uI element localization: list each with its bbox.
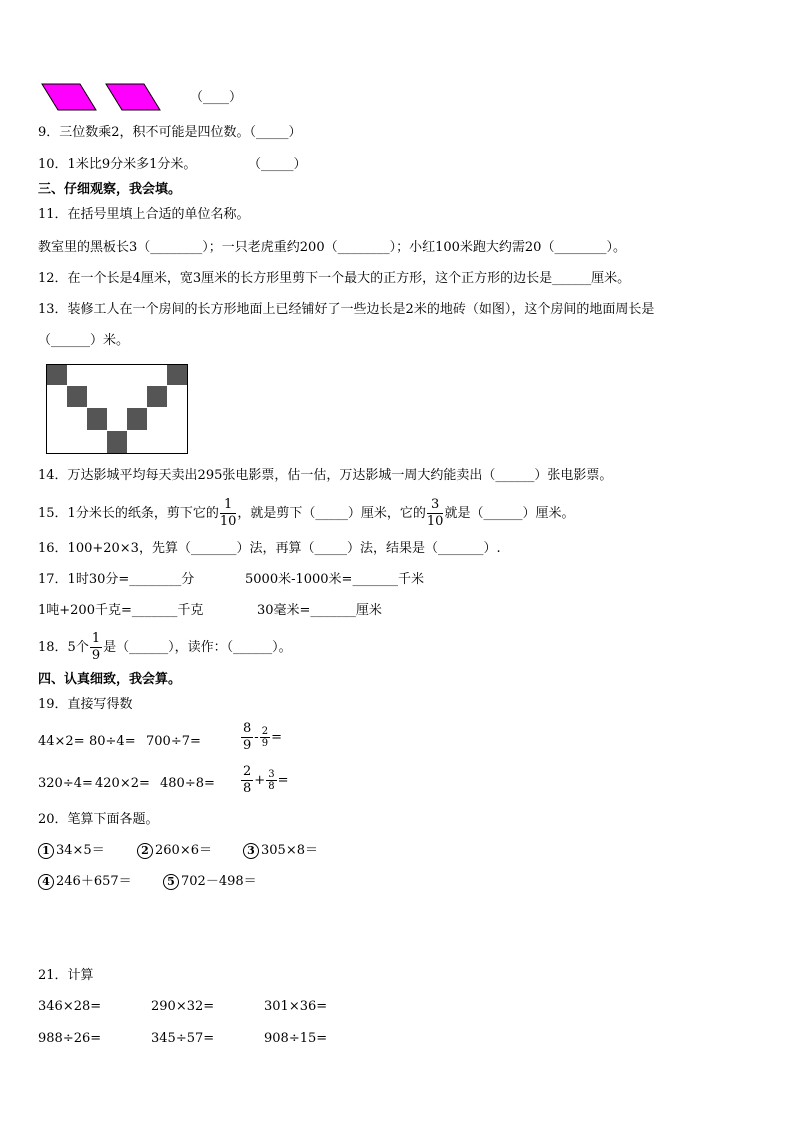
question-21-title: 21．计算 <box>38 968 94 983</box>
tile <box>47 365 67 385</box>
equals: = <box>277 773 289 788</box>
calc-item: 80÷4= <box>89 734 136 749</box>
question-15 <box>38 496 574 532</box>
fraction-denominator: 9 <box>243 738 252 753</box>
calc-item: 908÷15= <box>264 1031 328 1046</box>
q18-part-2: 是（______），读作：（______）。 <box>103 640 292 655</box>
fraction-1-10 <box>220 497 237 530</box>
expression: 246＋657＝ <box>56 874 132 889</box>
question-16: 16．100+20×3，先算（_______）法，再算（_____）法，结果是（_______）. <box>38 541 501 556</box>
q15-part-2: ，就是剪下（_____）厘米，它的 <box>237 506 426 521</box>
calc-item: 44×2= <box>38 734 85 749</box>
tile <box>147 386 167 407</box>
question-11-line: 教室里的黑板长3（________）；一只老虎重约200（________）；小红100米跑大约需20（________）。 <box>38 240 626 255</box>
calc-item: 700÷7= <box>146 734 201 749</box>
question-13: 13．装修工人在一个房间的长方形地面上已经铺好了一些边长是2米的地砖（如图），这个房间的地面周长是 <box>38 302 655 317</box>
written-calc-2 <box>137 842 212 860</box>
fraction <box>260 726 270 749</box>
q18-part-1: 18．5个 <box>38 640 89 655</box>
parallelogram-1 <box>42 84 96 110</box>
calc-item: 420×2= <box>95 776 150 791</box>
tile <box>127 408 147 430</box>
fraction-numerator: 2 <box>261 726 269 737</box>
fraction-calc-2 <box>240 763 288 799</box>
circled-number: 5 <box>163 874 179 890</box>
fraction <box>241 721 253 754</box>
section-4-heading: 四、认真细致，我会算。 <box>38 672 182 687</box>
circled-number: 2 <box>137 843 153 859</box>
question-12: 12．在一个长是4厘米，宽3厘米的长方形里剪下一个最大的正方形，这个正方形的边长是______厘米。 <box>38 271 631 286</box>
fraction-denominator: 10 <box>219 514 237 529</box>
fraction-denominator: 10 <box>426 514 444 529</box>
tile <box>107 431 127 453</box>
written-calc-4 <box>38 873 132 891</box>
fraction-denominator: 8 <box>268 781 275 792</box>
parallelogram-figures <box>40 83 164 111</box>
expression: 702－498＝ <box>181 874 257 889</box>
fraction-3-10 <box>427 497 444 530</box>
fraction-numerator: 8 <box>243 721 252 736</box>
written-calc-1 <box>38 842 105 860</box>
fraction <box>266 769 276 792</box>
circled-number: 4 <box>38 874 54 890</box>
operator: + <box>254 773 266 788</box>
question-19-title: 19．直接写得数 <box>38 697 133 712</box>
expression: 305×8＝ <box>261 843 318 858</box>
operator: - <box>254 730 259 745</box>
room-tile-figure <box>46 364 190 456</box>
calc-item: 346×28= <box>38 999 102 1014</box>
question-14: 14．万达影城平均每天卖出295张电影票，估一估，万达影城一周大约能卖出（______）张电影票。 <box>38 468 613 483</box>
calc-item: 290×32= <box>151 999 215 1014</box>
q15-part-3: 就是（______）厘米。 <box>444 506 575 521</box>
question-17d: 30毫米=_______厘米 <box>257 603 382 618</box>
fraction-denominator: 9 <box>261 738 269 749</box>
circled-number: 3 <box>243 843 259 859</box>
question-10 <box>38 156 307 174</box>
question-10-blank: （_____） <box>248 157 307 172</box>
question-17a: 17．1时30分=________分 <box>38 572 195 587</box>
calc-item: 320÷4= <box>38 776 93 791</box>
circled-number: 1 <box>38 843 54 859</box>
fraction-1-9 <box>90 631 102 664</box>
expression: 34×5＝ <box>56 843 105 858</box>
q8-answer-blank: （____） <box>190 90 243 105</box>
question-13-blank: （______）米。 <box>38 333 130 348</box>
fraction <box>241 764 253 797</box>
calc-item: 480÷8= <box>160 776 215 791</box>
question-9: 9．三位数乘2，积不可能是四位数。（_____） <box>38 125 302 140</box>
question-11: 11．在括号里填上合适的单位名称。 <box>38 207 250 222</box>
fraction-calc-1 <box>240 720 282 756</box>
fraction-numerator: 3 <box>268 769 275 780</box>
tile <box>67 386 87 407</box>
written-calc-3 <box>243 842 318 860</box>
calc-item: 345÷57= <box>151 1031 215 1046</box>
equals: = <box>271 730 282 745</box>
question-17c: 1吨+200千克=_______千克 <box>38 603 204 618</box>
section-3-heading: 三、仔细观察，我会填。 <box>38 182 182 197</box>
expression: 260×6＝ <box>155 843 212 858</box>
fraction-numerator: 1 <box>91 631 101 646</box>
tile <box>87 408 107 430</box>
question-20-title: 20．笔算下面各题。 <box>38 812 159 827</box>
parallelogram-2 <box>106 84 160 110</box>
fraction-numerator: 2 <box>243 764 252 779</box>
calc-item: 988÷26= <box>38 1031 102 1046</box>
question-18 <box>38 630 292 666</box>
fraction-numerator: 3 <box>427 497 444 514</box>
fraction-denominator: 9 <box>91 648 101 663</box>
tile <box>167 365 187 385</box>
fraction-numerator: 1 <box>220 497 237 514</box>
calc-item: 301×36= <box>264 999 328 1014</box>
fraction-denominator: 8 <box>243 781 252 796</box>
written-calc-5 <box>163 873 257 891</box>
question-17b: 5000米-1000米=_______千米 <box>245 572 424 587</box>
question-10-text: 10．1米比9分米多1分米。 <box>38 157 197 172</box>
q15-part-1: 15．1分米长的纸条，剪下它的 <box>38 506 219 521</box>
